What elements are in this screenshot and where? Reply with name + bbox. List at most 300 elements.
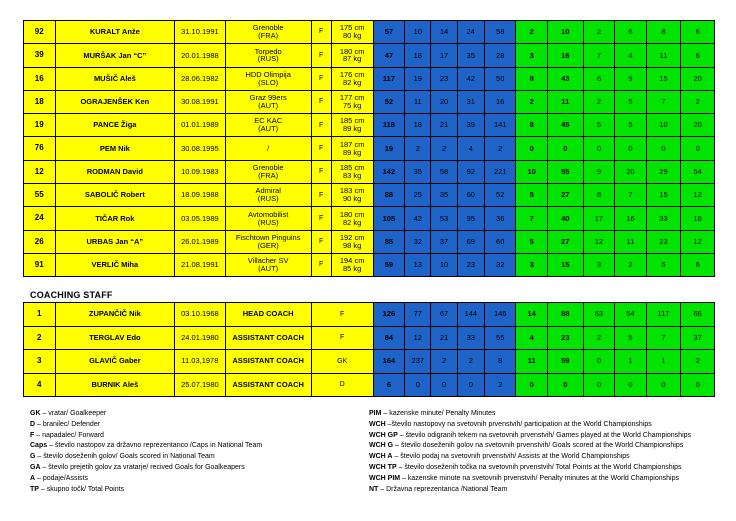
- coach-birthdate: 25.07.1980: [175, 373, 225, 397]
- stat-cell: 42: [405, 207, 431, 230]
- legend-abbr: WCH G: [369, 442, 394, 450]
- stat-cell: 0: [431, 373, 457, 397]
- stat-cell: 2: [457, 350, 484, 374]
- stat-cell: 15: [646, 67, 681, 90]
- legend-entry: [369, 474, 691, 485]
- player-birthdate: 26.01.1989: [175, 230, 225, 253]
- stat-cell: 10: [405, 21, 431, 44]
- stat-cell: 16: [484, 90, 516, 113]
- player-name: SABOLIČ Robert: [55, 184, 175, 207]
- stat-cell: 7: [646, 326, 681, 350]
- stat-cell: 39: [457, 114, 484, 137]
- stat-cell: 0: [615, 137, 647, 160]
- legend-text: – podaje/Assists: [35, 474, 88, 482]
- club-country: (RUS): [257, 194, 279, 204]
- player-row: [24, 21, 715, 44]
- legend-abbr: WCH: [369, 420, 386, 428]
- legend-text: – število doseženih golov/ Goals scored in National Team: [35, 453, 215, 461]
- player-row: [24, 207, 715, 230]
- player-size: [331, 230, 373, 253]
- stat-cell: 0: [681, 137, 715, 160]
- player-name: RODMAN David: [55, 160, 175, 183]
- player-height: 175 cm: [339, 23, 365, 33]
- stat-cell: 85: [373, 230, 405, 253]
- stat-cell: 23: [457, 253, 484, 276]
- player-position: F: [311, 230, 331, 253]
- legend-abbr: TP: [30, 485, 39, 493]
- player-name: KURALT Anže: [55, 21, 175, 44]
- stat-cell: 4: [457, 137, 484, 160]
- stat-cell: 20: [615, 160, 647, 183]
- stat-cell: 37: [681, 326, 715, 350]
- coach-number: 3: [24, 350, 56, 374]
- stat-cell: 126: [373, 303, 405, 327]
- player-weight: 85 kg: [342, 264, 362, 274]
- stat-cell: 88: [373, 184, 405, 207]
- stat-cell: 105: [373, 207, 405, 230]
- player-row: [24, 67, 715, 90]
- legend-text: – Državna reprezentanca /National Team: [378, 485, 508, 493]
- stat-cell: 53: [431, 207, 457, 230]
- player-name: MUŠIČ Aleš: [55, 67, 175, 90]
- player-club: [225, 90, 311, 113]
- club-country: (FRA): [258, 170, 279, 180]
- stat-cell: 45: [547, 114, 583, 137]
- stat-cell: 14: [431, 21, 457, 44]
- stat-cell: 35: [457, 44, 484, 67]
- stat-cell: 43: [547, 67, 583, 90]
- player-size: [331, 114, 373, 137]
- player-weight: 87 kg: [342, 54, 362, 64]
- stat-cell: 12: [681, 184, 715, 207]
- stat-cell: 144: [457, 303, 484, 327]
- legend-abbr: Caps: [30, 442, 48, 450]
- stat-cell: 11: [547, 90, 583, 113]
- stat-cell: 0: [646, 373, 681, 397]
- legend-abbr: GA: [30, 463, 41, 471]
- stat-cell: 0: [457, 373, 484, 397]
- stat-cell: 29: [646, 160, 681, 183]
- stat-cell: 5: [516, 184, 548, 207]
- player-club: [225, 253, 311, 276]
- stat-cell: 69: [457, 230, 484, 253]
- stat-cell: 23: [547, 326, 583, 350]
- stat-cell: 0: [405, 373, 431, 397]
- player-club: [225, 21, 311, 44]
- stat-cell: 67: [431, 303, 457, 327]
- stat-cell: 6: [681, 21, 715, 44]
- legend-text: – vratar/ Goalkeeper: [40, 410, 107, 417]
- player-name: PEM Nik: [55, 137, 175, 160]
- legend-abbr: D: [30, 420, 36, 428]
- stat-cell: 10: [431, 253, 457, 276]
- stat-cell: 92: [457, 160, 484, 183]
- stat-cell: 31: [457, 90, 484, 113]
- player-number: 12: [24, 160, 56, 183]
- coach-name: BURNIK Aleš: [55, 373, 175, 397]
- stat-cell: 3: [583, 253, 615, 276]
- club-country: (GER): [257, 240, 279, 250]
- stat-cell: 0: [516, 373, 548, 397]
- stat-cell: 11: [405, 90, 431, 113]
- stat-cell: 95: [457, 207, 484, 230]
- player-birthdate: 30.08.1995: [175, 137, 225, 160]
- coach-position: GK: [311, 350, 373, 374]
- stat-cell: 10: [547, 21, 583, 44]
- stat-cell: 0: [646, 137, 681, 160]
- legend-entry: [30, 485, 262, 496]
- player-weight: 98 kg: [342, 240, 362, 250]
- player-position: F: [311, 160, 331, 183]
- stat-cell: 18: [405, 44, 431, 67]
- player-number: 18: [24, 90, 56, 113]
- player-height: 185 cm: [339, 116, 365, 126]
- legend-entry: [369, 452, 691, 463]
- legend-text: – število doseženih točka na svetovnih prvenstvih/ Total Points at the World Championships: [396, 463, 682, 471]
- club-country: (SLO): [258, 77, 279, 87]
- player-club: [225, 137, 311, 160]
- stat-cell: 16: [681, 207, 715, 230]
- player-size: [331, 67, 373, 90]
- coach-number: 2: [24, 326, 56, 350]
- legend-right: [369, 409, 691, 495]
- player-size: [331, 160, 373, 183]
- stat-cell: 77: [405, 303, 431, 327]
- stat-cell: 55: [547, 160, 583, 183]
- club-name: Avtomobilist: [248, 209, 289, 219]
- legend-entry: [30, 441, 262, 452]
- player-birthdate: 21.08.1991: [175, 253, 225, 276]
- legend-text: – kazenske minute na svetovnih prvenstvih/ Penalty minutes at the World Championships: [400, 474, 679, 482]
- stat-cell: 19: [405, 67, 431, 90]
- stat-cell: 6: [615, 21, 647, 44]
- stat-cell: 6: [373, 373, 405, 397]
- stat-cell: 33: [457, 326, 484, 350]
- stat-cell: 6: [681, 253, 715, 276]
- stat-cell: 32: [484, 253, 516, 276]
- stat-cell: 59: [373, 253, 405, 276]
- legend-abbr: A: [30, 474, 36, 482]
- club-name: Grenoble: [252, 23, 284, 33]
- stat-cell: 20: [431, 90, 457, 113]
- player-club: [225, 184, 311, 207]
- player-size: [331, 207, 373, 230]
- player-position: F: [311, 253, 331, 276]
- player-weight: 80 kg: [342, 31, 362, 41]
- player-position: F: [311, 114, 331, 137]
- legend-entry: [369, 409, 691, 420]
- coach-number: 1: [24, 303, 56, 327]
- stat-cell: 19: [373, 137, 405, 160]
- coaches-table: [23, 302, 715, 397]
- stat-cell: 5: [615, 114, 647, 137]
- stat-cell: 24: [457, 21, 484, 44]
- legend-abbr: F: [30, 431, 35, 439]
- stat-cell: 5: [646, 253, 681, 276]
- player-weight: 89 kg: [342, 147, 362, 157]
- player-weight: 83 kg: [342, 170, 362, 180]
- coach-position: F: [311, 303, 373, 327]
- player-weight: 90 kg: [342, 194, 362, 204]
- legend-text: – število odigranih tekem na svetovnih prvenstvih/ Games played at the World Championships: [397, 431, 692, 439]
- stat-cell: 2: [615, 253, 647, 276]
- player-name: VERLIČ Miha: [55, 253, 175, 276]
- stat-cell: 2: [484, 373, 516, 397]
- club-name: Admiral: [255, 186, 281, 196]
- stat-cell: 164: [373, 350, 405, 374]
- player-height: 185 cm: [339, 163, 365, 173]
- stat-cell: 16: [547, 44, 583, 67]
- player-birthdate: 30.08.1991: [175, 90, 225, 113]
- stat-cell: 33: [646, 207, 681, 230]
- stat-cell: 4: [615, 44, 647, 67]
- stat-cell: 8: [516, 114, 548, 137]
- stat-cell: 2: [431, 137, 457, 160]
- coach-name: TERGLAV Edo: [55, 326, 175, 350]
- legend-text: – število nastopov za državno reprezentanco /Caps in National Team: [47, 442, 263, 450]
- stat-cell: 5: [516, 230, 548, 253]
- stat-cell: 60: [484, 230, 516, 253]
- coach-row: [24, 326, 715, 350]
- stat-cell: 52: [484, 184, 516, 207]
- player-name: URBAS Jan “A”: [55, 230, 175, 253]
- player-position: F: [311, 90, 331, 113]
- stat-cell: 36: [484, 207, 516, 230]
- stat-cell: 2: [516, 21, 548, 44]
- stat-cell: 54: [681, 160, 715, 183]
- player-number: 16: [24, 67, 56, 90]
- stat-cell: 11: [615, 230, 647, 253]
- stat-cell: 221: [484, 160, 516, 183]
- coach-role: HEAD COACH: [225, 303, 311, 327]
- player-height: 180 cm: [339, 46, 365, 56]
- coach-row: [24, 373, 715, 397]
- stat-cell: 7: [583, 44, 615, 67]
- stat-cell: 117: [646, 303, 681, 327]
- stat-cell: 20: [681, 114, 715, 137]
- legend-text: – branilec/ Defender: [35, 420, 101, 428]
- stat-cell: 1: [615, 350, 647, 374]
- coach-role: ASSISTANT COACH: [225, 350, 311, 374]
- stat-cell: 54: [615, 303, 647, 327]
- stat-cell: 142: [373, 160, 405, 183]
- legend-text: –število nastopovy na svetovnih prvenstvih/ participation at the World Championships: [385, 420, 652, 428]
- player-number: 39: [24, 44, 56, 67]
- stat-cell: 0: [583, 373, 615, 397]
- club-country: (AUT): [258, 264, 279, 274]
- legend-text: – število prejetih golov za vratarje/ recived Goals for Goalkeapers: [40, 463, 245, 471]
- stat-cell: 58: [484, 21, 516, 44]
- stat-cell: 28: [484, 44, 516, 67]
- players-table: [23, 20, 715, 277]
- player-size: [331, 184, 373, 207]
- player-birthdate: 18.09.1988: [175, 184, 225, 207]
- stat-cell: 5: [615, 90, 647, 113]
- player-number: 55: [24, 184, 56, 207]
- player-height: 187 cm: [339, 139, 365, 149]
- player-birthdate: 01.01.1989: [175, 114, 225, 137]
- stat-cell: 0: [583, 350, 615, 374]
- stat-cell: 17: [583, 207, 615, 230]
- club-name: EC KAC: [254, 116, 283, 126]
- stat-cell: 146: [484, 303, 516, 327]
- stat-cell: 7: [516, 207, 548, 230]
- stat-cell: 14: [516, 303, 548, 327]
- player-club: [225, 230, 311, 253]
- legend-entry: [369, 441, 691, 452]
- stat-cell: 7: [646, 90, 681, 113]
- player-birthdate: 31.10.1991: [175, 21, 225, 44]
- player-size: [331, 137, 373, 160]
- stat-cell: 0: [681, 373, 715, 397]
- player-height: 176 cm: [339, 69, 365, 79]
- player-row: [24, 90, 715, 113]
- stat-cell: 12: [583, 230, 615, 253]
- player-height: 177 cm: [339, 93, 365, 103]
- player-number: 24: [24, 207, 56, 230]
- player-birthdate: 10.09.1983: [175, 160, 225, 183]
- stat-cell: 66: [681, 303, 715, 327]
- stat-cell: 15: [547, 253, 583, 276]
- stat-cell: 118: [373, 114, 405, 137]
- legend-entry: [30, 474, 262, 485]
- legend-left: [30, 409, 262, 495]
- player-row: [24, 114, 715, 137]
- legend-abbr: PIM: [369, 410, 382, 417]
- player-weight: 75 kg: [342, 101, 362, 111]
- coach-birthdate: 24.01.1980: [175, 326, 225, 350]
- stat-cell: 59: [547, 350, 583, 374]
- player-height: 192 cm: [339, 232, 365, 242]
- legend-abbr: WCH PIM: [369, 474, 401, 482]
- stat-cell: 1: [646, 350, 681, 374]
- stat-cell: 12: [405, 326, 431, 350]
- club-name: Graz 99ers: [249, 93, 287, 103]
- club-country: (AUT): [258, 124, 279, 134]
- legend-entry: [30, 452, 262, 463]
- legend-abbr: WCH TP: [369, 463, 397, 471]
- stat-cell: 6: [583, 67, 615, 90]
- stat-cell: 237: [405, 350, 431, 374]
- stat-cell: 47: [373, 44, 405, 67]
- stat-cell: 2: [583, 90, 615, 113]
- legend-text: – skupno točk/ Total Points: [38, 485, 125, 493]
- stat-cell: 57: [373, 21, 405, 44]
- legend-abbr: WCH GP: [369, 431, 398, 439]
- stat-cell: 60: [457, 184, 484, 207]
- stat-cell: 0: [516, 137, 548, 160]
- stat-cell: 35: [405, 160, 431, 183]
- stat-cell: 0: [583, 137, 615, 160]
- stat-cell: 7: [615, 184, 647, 207]
- stat-cell: 2: [583, 21, 615, 44]
- stat-cell: 8: [484, 350, 516, 374]
- player-position: F: [311, 21, 331, 44]
- coach-position: F: [311, 326, 373, 350]
- player-number: 92: [24, 21, 56, 44]
- stat-cell: 32: [405, 230, 431, 253]
- legend-entry: [369, 431, 691, 442]
- stat-cell: 0: [615, 373, 647, 397]
- stat-cell: 5: [583, 114, 615, 137]
- legend-abbr: WCH A: [369, 453, 393, 461]
- stat-cell: 40: [547, 207, 583, 230]
- stat-cell: 18: [405, 114, 431, 137]
- player-row: [24, 160, 715, 183]
- coach-number: 4: [24, 373, 56, 397]
- coach-name: ZUPANČIČ Nik: [55, 303, 175, 327]
- stat-cell: 37: [431, 230, 457, 253]
- stat-cell: 35: [431, 184, 457, 207]
- stat-cell: 12: [681, 230, 715, 253]
- stat-cell: 15: [646, 184, 681, 207]
- player-position: F: [311, 184, 331, 207]
- legend-entry: [369, 420, 691, 431]
- stat-cell: 6: [681, 44, 715, 67]
- player-club: [225, 67, 311, 90]
- stat-cell: 10: [516, 160, 548, 183]
- player-club: [225, 207, 311, 230]
- stat-cell: 17: [431, 44, 457, 67]
- player-row: [24, 44, 715, 67]
- club-country: (RUS): [257, 217, 279, 227]
- player-number: 19: [24, 114, 56, 137]
- stat-cell: 20: [681, 67, 715, 90]
- player-club: [225, 114, 311, 137]
- player-weight: 82 kg: [342, 77, 362, 87]
- stat-cell: 21: [431, 114, 457, 137]
- stat-cell: 2: [681, 90, 715, 113]
- legend-text: – število doseženih golov na svetovnih prvenstvih/ Goals scored at the World Championships: [393, 442, 684, 450]
- club-name: Fischtown Pinguins: [235, 232, 301, 242]
- stat-cell: 2: [681, 350, 715, 374]
- player-number: 91: [24, 253, 56, 276]
- coach-role: ASSISTANT COACH: [225, 373, 311, 397]
- legend-entry: [30, 420, 262, 431]
- legend-abbr: G: [30, 453, 36, 461]
- player-number: 26: [24, 230, 56, 253]
- club-name: Torpedo: [254, 46, 282, 56]
- player-number: 76: [24, 137, 56, 160]
- legend-text: – število podaj na svetovnih prvenstvih/ Assists at the World Championships: [392, 453, 630, 461]
- legend-abbr: GK: [30, 410, 41, 417]
- coach-position: D: [311, 373, 373, 397]
- player-height: 194 cm: [339, 256, 365, 266]
- player-height: 183 cm: [339, 186, 365, 196]
- legend-abbr: NT: [369, 485, 379, 493]
- player-name: PANCE Žiga: [55, 114, 175, 137]
- stat-cell: 2: [583, 326, 615, 350]
- player-position: F: [311, 44, 331, 67]
- player-birthdate: 20.01.1988: [175, 44, 225, 67]
- stat-cell: 84: [373, 326, 405, 350]
- stat-cell: 4: [516, 326, 548, 350]
- coach-row: [24, 303, 715, 327]
- club-country: (FRA): [258, 31, 279, 41]
- player-row: [24, 253, 715, 276]
- player-size: [331, 90, 373, 113]
- legend-entry: [30, 409, 262, 420]
- player-name: OGRAJENŠEK Ken: [55, 90, 175, 113]
- stat-cell: 8: [516, 67, 548, 90]
- stat-cell: 23: [646, 230, 681, 253]
- stat-cell: 23: [431, 67, 457, 90]
- club-name: HDD Olimpija: [245, 69, 291, 79]
- stat-cell: 11: [646, 44, 681, 67]
- stat-cell: 0: [547, 373, 583, 397]
- stat-cell: 8: [646, 21, 681, 44]
- stat-cell: 27: [547, 184, 583, 207]
